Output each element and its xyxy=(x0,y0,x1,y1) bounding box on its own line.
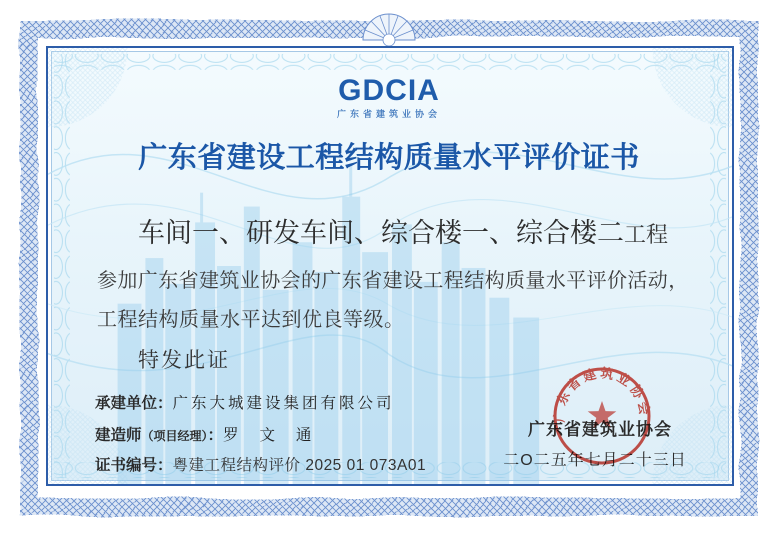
result-line: 工程结构质量水平达到优良等级。 xyxy=(97,309,405,331)
logo-org-name: 广东省建筑业协会 xyxy=(336,109,441,119)
certificate-number-field xyxy=(95,453,426,475)
issuer-org-name: 广东省建筑业协会 xyxy=(528,420,672,439)
participation-line: 参加广东省建筑业协会的广东省建设工程结构质量水平评价活动， xyxy=(97,270,689,292)
seal-star-icon xyxy=(588,401,617,428)
issue-date: 二O二五年七月二十三日 xyxy=(503,452,687,469)
builder-label: 建造师 xyxy=(95,427,142,444)
certificate-number-value: 粤建工程结构评价 2025 01 073A01 xyxy=(172,457,427,474)
top-center-fan-ornament xyxy=(363,14,415,46)
association-logo xyxy=(0,76,778,119)
seal-arc-text: 广东省建筑业协会 xyxy=(551,365,653,423)
builder-note: （项目经理） xyxy=(141,429,208,443)
closing-line: 特发此证 xyxy=(138,349,230,372)
logo-acronym: GDCIA xyxy=(338,74,440,107)
contractor-field xyxy=(95,391,395,413)
certificate-title: 广东省建设工程结构质量水平评价证书 xyxy=(138,142,640,174)
certificate-number-label: 证书编号： xyxy=(95,457,173,474)
builder-field xyxy=(95,423,319,445)
contractor-value: 广东大城建设集团有限公司 xyxy=(172,394,395,412)
project-names-line xyxy=(100,211,738,250)
official-seal xyxy=(546,356,658,472)
builder-colon: ： xyxy=(207,427,224,444)
project-suffix: 工程 xyxy=(624,222,669,247)
builder-value: 罗 文 通 xyxy=(223,426,320,444)
project-names: 车间一、研发车间、综合楼一、综合楼二 xyxy=(138,218,624,249)
contractor-label: 承建单位： xyxy=(95,395,173,412)
